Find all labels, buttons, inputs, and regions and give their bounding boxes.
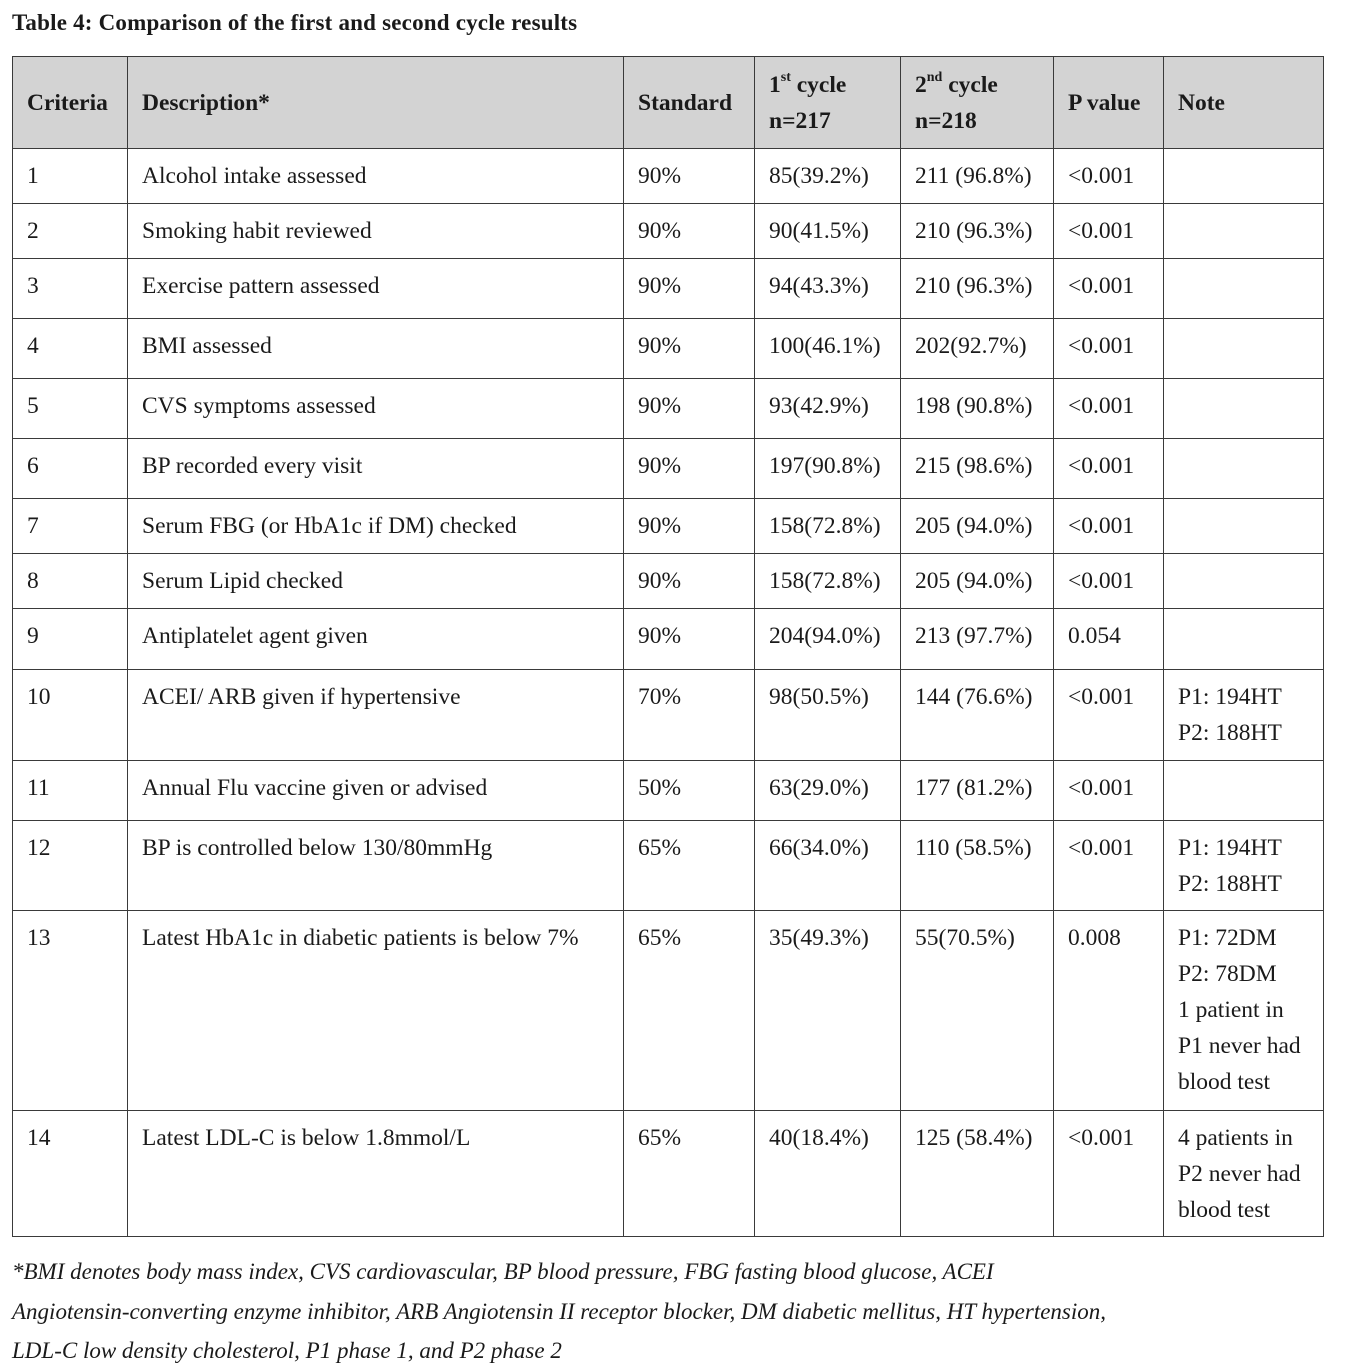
table-row xyxy=(13,670,1324,761)
cell-cycle1: 93(42.9%) xyxy=(755,379,901,439)
table-row xyxy=(13,1111,1324,1237)
cell-cycle1: 94(43.3%) xyxy=(755,259,901,319)
cell-pvalue: <0.001 xyxy=(1054,379,1164,439)
header-cycle2-num: 2 xyxy=(915,71,927,98)
cell-note: P1: 72DM P2: 78DM 1 patient in P1 never had blood test xyxy=(1164,911,1324,1111)
cell-criteria: 14 xyxy=(13,1111,128,1237)
table-row xyxy=(13,761,1324,821)
cell-note xyxy=(1164,204,1324,259)
cell-note xyxy=(1164,439,1324,499)
table-row xyxy=(13,319,1324,379)
cell-standard: 90% xyxy=(624,149,755,204)
cell-description: Latest LDL-C is below 1.8mmol/L xyxy=(128,1111,624,1237)
cell-cycle2: 125 (58.4%) xyxy=(901,1111,1054,1237)
cell-standard: 90% xyxy=(624,499,755,554)
cell-standard: 90% xyxy=(624,319,755,379)
results-table xyxy=(12,56,1324,1237)
cell-pvalue: <0.001 xyxy=(1054,761,1164,821)
header-pvalue: P value xyxy=(1054,57,1164,149)
table-row xyxy=(13,554,1324,609)
table-row xyxy=(13,439,1324,499)
header-cycle1-word: cycle xyxy=(790,71,847,98)
cell-criteria: 13 xyxy=(13,911,128,1111)
cell-standard: 90% xyxy=(624,379,755,439)
header-row xyxy=(13,57,1324,149)
cell-cycle1: 85(39.2%) xyxy=(755,149,901,204)
table-row xyxy=(13,609,1324,670)
cell-cycle2: 177 (81.2%) xyxy=(901,761,1054,821)
cell-criteria: 8 xyxy=(13,554,128,609)
cell-description: BP recorded every visit xyxy=(128,439,624,499)
cell-pvalue: <0.001 xyxy=(1054,319,1164,379)
cell-standard: 50% xyxy=(624,761,755,821)
cell-standard: 70% xyxy=(624,670,755,761)
cell-description: Antiplatelet agent given xyxy=(128,609,624,670)
header-cycle2-title xyxy=(915,67,1053,103)
cell-cycle1: 158(72.8%) xyxy=(755,554,901,609)
cell-cycle1: 40(18.4%) xyxy=(755,1111,901,1237)
cell-pvalue: <0.001 xyxy=(1054,204,1164,259)
header-standard: Standard xyxy=(624,57,755,149)
cell-description: Alcohol intake assessed xyxy=(128,149,624,204)
cell-criteria: 4 xyxy=(13,319,128,379)
cell-cycle2: 210 (96.3%) xyxy=(901,259,1054,319)
table-header xyxy=(13,57,1324,149)
cell-description: Exercise pattern assessed xyxy=(128,259,624,319)
cell-cycle1: 158(72.8%) xyxy=(755,499,901,554)
cell-cycle1: 98(50.5%) xyxy=(755,670,901,761)
cell-note xyxy=(1164,761,1324,821)
cell-pvalue: <0.001 xyxy=(1054,149,1164,204)
cell-description: Smoking habit reviewed xyxy=(128,204,624,259)
table-row xyxy=(13,911,1324,1111)
cell-criteria: 1 xyxy=(13,149,128,204)
header-description: Description* xyxy=(128,57,624,149)
header-cycle1-n: n=217 xyxy=(769,107,831,134)
cell-cycle1: 197(90.8%) xyxy=(755,439,901,499)
header-cycle2-sup: nd xyxy=(926,69,943,85)
cell-standard: 90% xyxy=(624,609,755,670)
cell-note xyxy=(1164,609,1324,670)
cell-cycle2: 205 (94.0%) xyxy=(901,554,1054,609)
header-cycle1 xyxy=(755,57,901,149)
table-row xyxy=(13,379,1324,439)
cell-criteria: 9 xyxy=(13,609,128,670)
cell-pvalue: 0.054 xyxy=(1054,609,1164,670)
header-cycle1-sup: st xyxy=(780,69,791,85)
cell-criteria: 3 xyxy=(13,259,128,319)
cell-cycle1: 63(29.0%) xyxy=(755,761,901,821)
cell-cycle2: 215 (98.6%) xyxy=(901,439,1054,499)
table-row xyxy=(13,499,1324,554)
table-row xyxy=(13,204,1324,259)
cell-criteria: 11 xyxy=(13,761,128,821)
cell-pvalue: <0.001 xyxy=(1054,499,1164,554)
cell-description: BP is controlled below 130/80mmHg xyxy=(128,821,624,911)
table-row xyxy=(13,149,1324,204)
header-cycle2 xyxy=(901,57,1054,149)
header-note: Note xyxy=(1164,57,1324,149)
cell-cycle1: 204(94.0%) xyxy=(755,609,901,670)
cell-note xyxy=(1164,149,1324,204)
cell-criteria: 12 xyxy=(13,821,128,911)
cell-cycle2: 110 (58.5%) xyxy=(901,821,1054,911)
cell-pvalue: <0.001 xyxy=(1054,259,1164,319)
table-row xyxy=(13,821,1324,911)
header-cycle2-n: n=218 xyxy=(915,107,977,134)
cell-pvalue: <0.001 xyxy=(1054,554,1164,609)
cell-cycle2: 205 (94.0%) xyxy=(901,499,1054,554)
cell-cycle1: 100(46.1%) xyxy=(755,319,901,379)
cell-criteria: 5 xyxy=(13,379,128,439)
cell-description: Serum Lipid checked xyxy=(128,554,624,609)
cell-description: Serum FBG (or HbA1c if DM) checked xyxy=(128,499,624,554)
cell-standard: 90% xyxy=(624,554,755,609)
cell-cycle2: 144 (76.6%) xyxy=(901,670,1054,761)
header-cycle2-word: cycle xyxy=(942,71,998,98)
cell-note xyxy=(1164,319,1324,379)
cell-description: ACEI/ ARB given if hypertensive xyxy=(128,670,624,761)
cell-description: CVS symptoms assessed xyxy=(128,379,624,439)
cell-criteria: 2 xyxy=(13,204,128,259)
cell-pvalue: <0.001 xyxy=(1054,439,1164,499)
cell-note xyxy=(1164,259,1324,319)
cell-note: P1: 194HT P2: 188HT xyxy=(1164,670,1324,761)
cell-description: Latest HbA1c in diabetic patients is below 7% xyxy=(128,911,624,1111)
cell-note xyxy=(1164,379,1324,439)
cell-cycle1: 90(41.5%) xyxy=(755,204,901,259)
cell-standard: 90% xyxy=(624,204,755,259)
cell-cycle2: 55(70.5%) xyxy=(901,911,1054,1111)
cell-standard: 90% xyxy=(624,259,755,319)
table-footnote: *BMI denotes body mass index, CVS cardiovascular, BP blood pressure, FBG fasting blood glucose, ACEI Angiotensin-converting enzyme inhibitor, ARB Angiotensin II receptor blocker, DM diabetic mellitus, HT hypertension, LDL-C low density cholesterol, P1 phase 1, and P2 phase 2 xyxy=(12,1259,1107,1363)
cell-criteria: 6 xyxy=(13,439,128,499)
cell-note xyxy=(1164,499,1324,554)
cell-cycle1: 66(34.0%) xyxy=(755,821,901,911)
cell-cycle2: 198 (90.8%) xyxy=(901,379,1054,439)
cell-note xyxy=(1164,554,1324,609)
cell-criteria: 10 xyxy=(13,670,128,761)
cell-criteria: 7 xyxy=(13,499,128,554)
table-row xyxy=(13,259,1324,319)
cell-standard: 65% xyxy=(624,1111,755,1237)
cell-standard: 65% xyxy=(624,821,755,911)
cell-cycle2: 202(92.7%) xyxy=(901,319,1054,379)
cell-description: Annual Flu vaccine given or advised xyxy=(128,761,624,821)
cell-cycle2: 213 (97.7%) xyxy=(901,609,1054,670)
cell-note: P1: 194HT P2: 188HT xyxy=(1164,821,1324,911)
cell-standard: 90% xyxy=(624,439,755,499)
cell-pvalue: <0.001 xyxy=(1054,821,1164,911)
cell-pvalue: 0.008 xyxy=(1054,911,1164,1111)
header-cycle1-title xyxy=(769,67,900,103)
cell-description: BMI assessed xyxy=(128,319,624,379)
header-criteria: Criteria xyxy=(13,57,128,149)
cell-standard: 65% xyxy=(624,911,755,1111)
cell-cycle2: 211 (96.8%) xyxy=(901,149,1054,204)
cell-pvalue: <0.001 xyxy=(1054,670,1164,761)
cell-cycle2: 210 (96.3%) xyxy=(901,204,1054,259)
cell-cycle1: 35(49.3%) xyxy=(755,911,901,1111)
table-caption: Table 4: Comparison of the first and second cycle results xyxy=(12,10,578,35)
table-body xyxy=(13,149,1324,1237)
cell-note: 4 patients in P2 never had blood test xyxy=(1164,1111,1324,1237)
header-cycle1-num: 1 xyxy=(769,71,781,98)
cell-pvalue: <0.001 xyxy=(1054,1111,1164,1237)
